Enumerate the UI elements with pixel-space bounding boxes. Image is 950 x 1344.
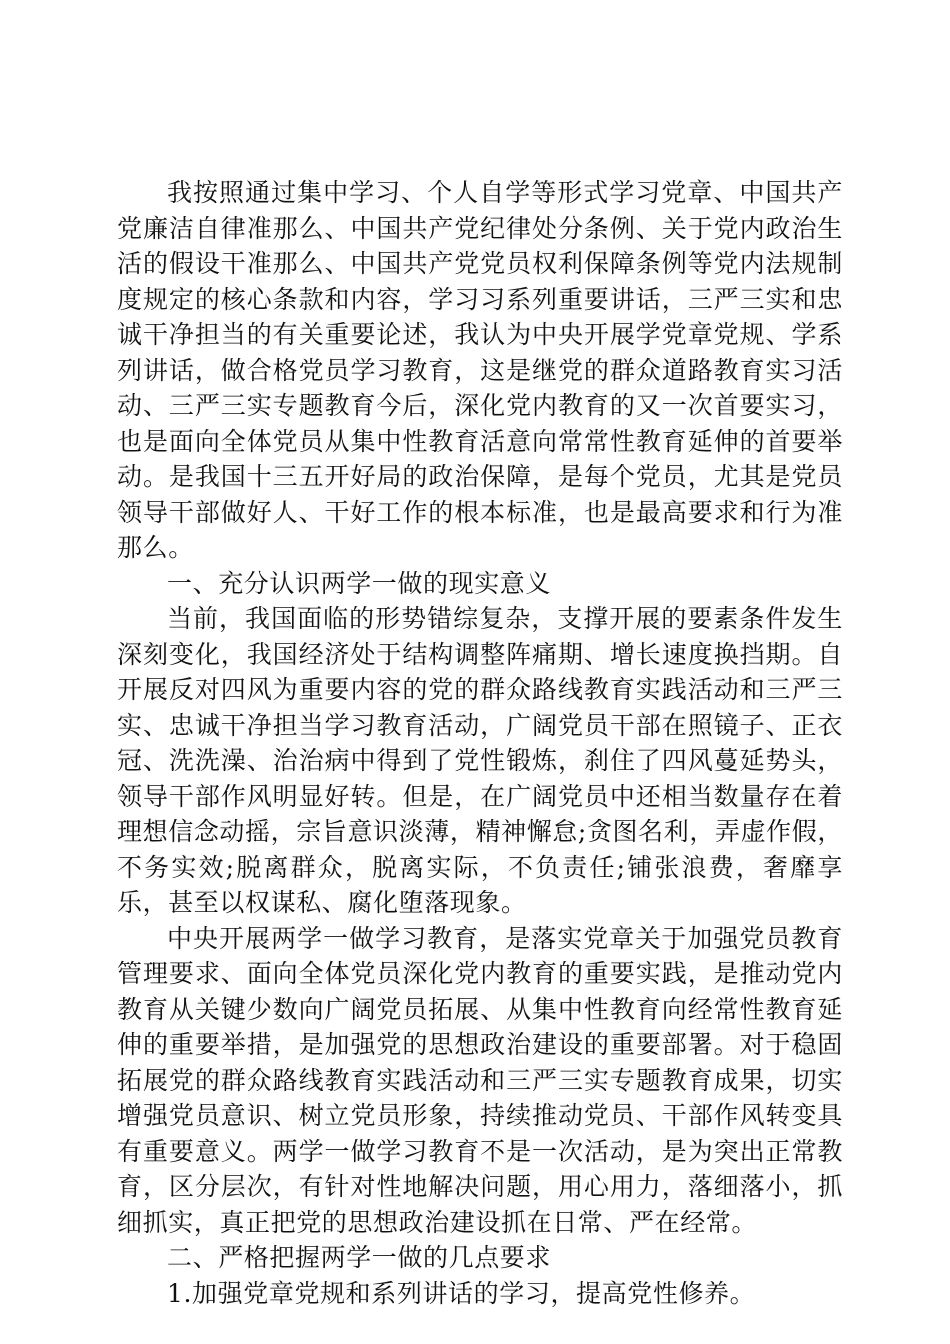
paragraph-intro: 我按照通过集中学习、个人自学等形式学习党章、中国共产党廉洁自律准那么、中国共产党纪律处分条例、关于党内政治生活的假设干准那么、中国共产党党员权利保障条例等党内法规制度规定的核心条款和内容，学习习系列重要讲话，三严三实和忠诚干净担当的有关重要论述，我认为中央开展学党章党规、学系列讲话，做合格党员学习教育，这是继党的群众道路教育实习活动、三严三实专题教育今后，深化党内教育的又一次首要实习，也是面向全体党员从集中性教育活意向常常性教育延伸的首要举动。是我国十三五开好局的政治保障，是每个党员，尤其是党员领导干部做好人、干好工作的根本标准，也是最高要求和行为准那么。 bbox=[117, 178, 843, 562]
section-heading-2: 二、严格把握两学一做的几点要求 bbox=[167, 1243, 552, 1272]
section-heading-1: 一、充分认识两学一做的现实意义 bbox=[167, 568, 552, 598]
paragraph-central-education: 中央开展两学一做学习教育，是落实党章关于加强党员教育管理要求、面向全体党员深化党内教育的重要实践，是推动党内教育从关键少数向广阔党员拓展、从集中性教育向经常性教育延伸的重要举措，是加强党的思想政治建设的重要部署。对于稳固拓展党的群众路线教育实践活动和三严三实专题教育成果，切实增强党员意识、树立党员形象，持续推动党员、干部作风转变具有重要意义。两学一做学习教育不是一次活动，是为突出正常教育，区分层次，有针对性地解决问题，用心用力，落细落小，抓细抓实，真正把党的思想政治建设抓在日常、严在经常。 bbox=[117, 923, 843, 1237]
list-item-1: 1.加强党章党规和系列讲话的学习，提高党性修养。 bbox=[167, 1278, 756, 1308]
document-body bbox=[117, 175, 843, 1311]
paragraph-current-situation: 当前，我国面临的形势错综复杂，支撑开展的要素条件发生深刻变化，我国经济处于结构调整阵痛期、增长速度换挡期。自开展反对四风为重要内容的党的群众路线教育实践活动和三严三实、忠诚干净担当学习教育活动，广阔党员干部在照镜子、正衣冠、洗洗澡、治治病中得到了党性锻炼，刹住了四风蔓延势头，领导干部作风明显好转。但是，在广阔党员中还相当数量存在着理想信念动摇，宗旨意识淡薄，精神懈怠;贪图名利，弄虚作假，不务实效;脱离群众，脱离实际，不负责任;铺张浪费，奢靡享乐，甚至以权谋私、腐化堕落现象。 bbox=[117, 604, 843, 917]
